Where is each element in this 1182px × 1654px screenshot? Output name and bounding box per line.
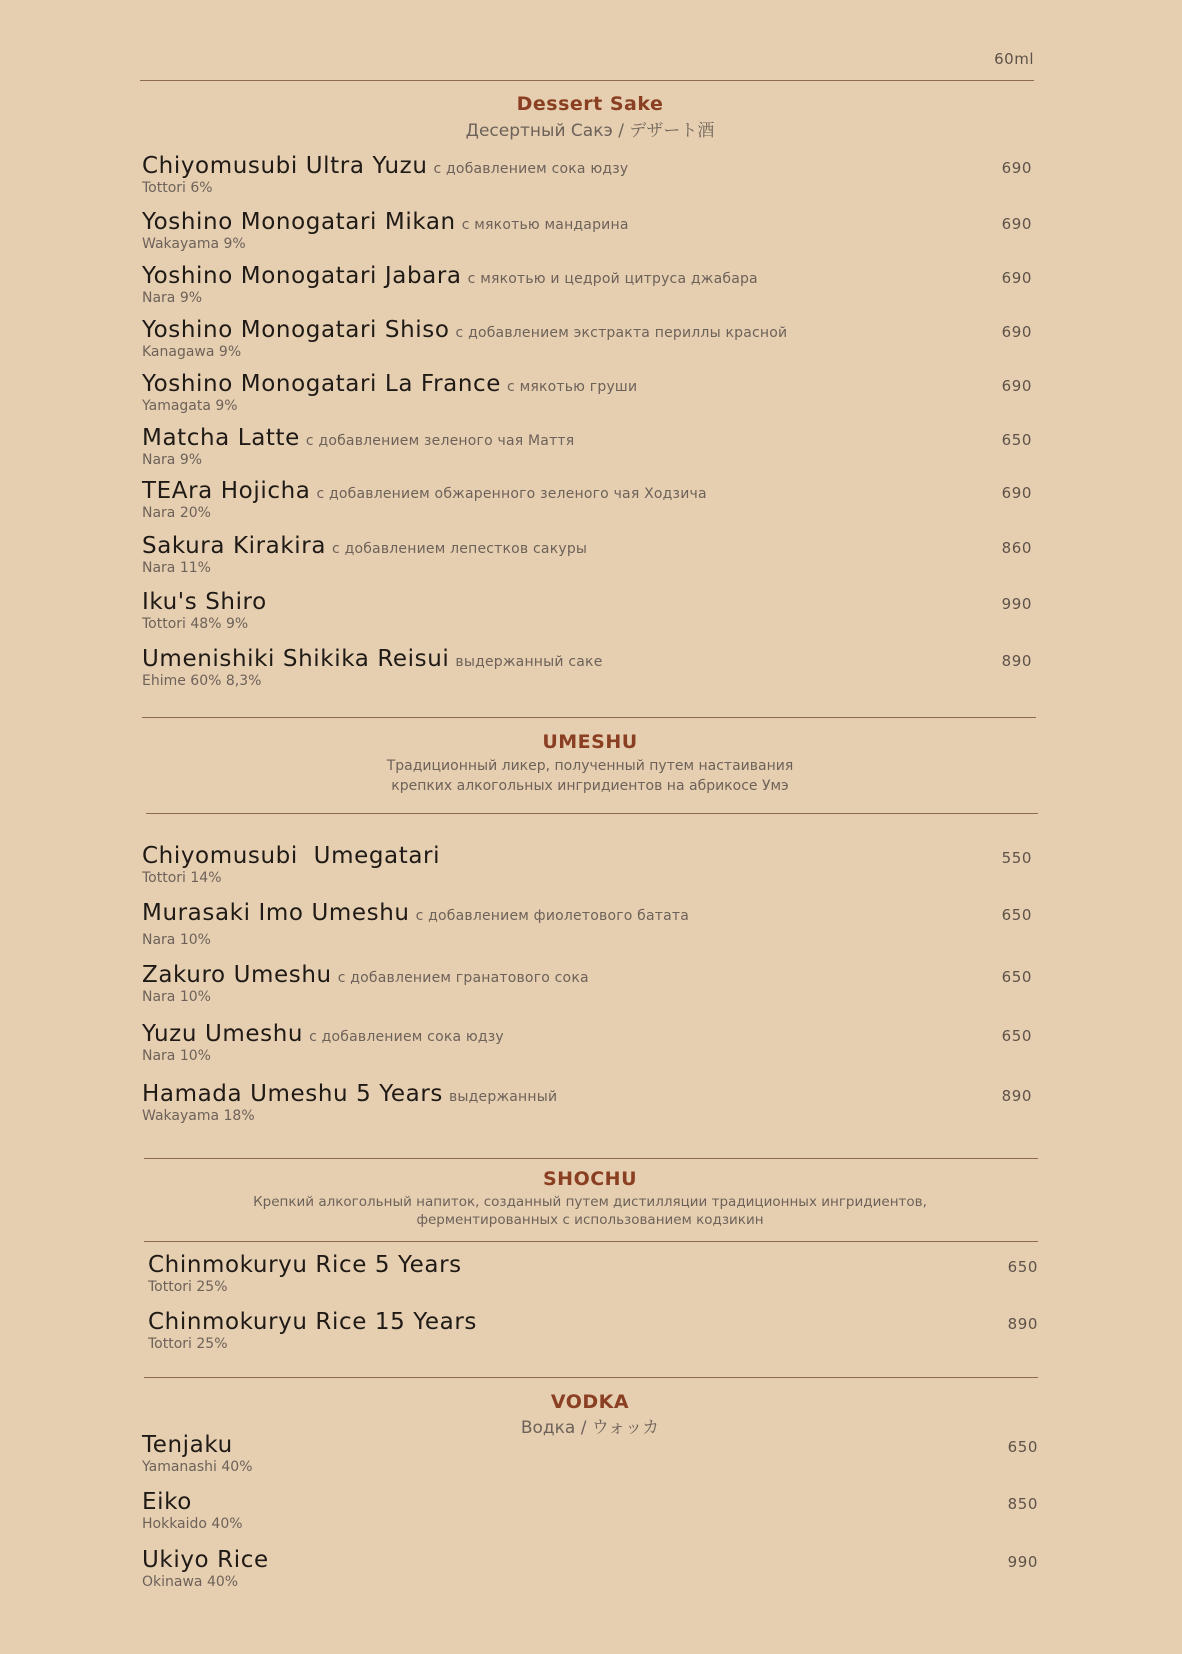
item-price: 990 <box>1007 1553 1038 1571</box>
menu-item <box>142 263 1032 313</box>
item-name: Chinmokuryu Rice 15 Years <box>148 1309 477 1335</box>
item-price: 690 <box>1001 269 1032 287</box>
item-note: выдержанный саке <box>455 654 603 670</box>
menu-item <box>142 646 1032 696</box>
item-name: Chinmokuryu Rice 5 Years <box>148 1252 462 1278</box>
item-price: 650 <box>1001 431 1032 449</box>
item-note: с добавлением обжаренного зеленого чая Ходзича <box>316 486 707 502</box>
item-name: Yoshino Monogatari Jabara с мякотью и цедрой цитруса джабара <box>142 263 758 289</box>
item-origin: Tottori 25% <box>148 1336 228 1352</box>
menu-item <box>148 1252 1038 1302</box>
umeshu-description: Традиционный ликер, полученный путем настаивания крепких алкогольных ингридиентов на абрикосе Умэ <box>386 758 794 794</box>
item-origin: Hokkaido 40% <box>142 1516 243 1532</box>
item-origin: Nara 9% <box>142 452 203 468</box>
item-price: 860 <box>1001 539 1032 557</box>
item-price: 690 <box>1001 215 1032 233</box>
item-origin: Nara 10% <box>142 1048 211 1064</box>
dessert-sake-title: Dessert Sake <box>516 93 664 115</box>
menu-item <box>142 1547 1038 1597</box>
menu-item <box>142 962 1032 1012</box>
item-origin: Tottori 6% <box>142 180 213 196</box>
menu-item <box>142 1432 1038 1482</box>
item-origin: Nara 11% <box>142 560 211 576</box>
item-note: с мякотью мандарина <box>461 217 629 233</box>
item-origin: Yamagata 9% <box>142 398 238 414</box>
item-name: Zakuro Umeshu с добавлением гранатового сока <box>142 962 589 988</box>
divider <box>144 1241 1038 1242</box>
item-name: Eiko <box>142 1489 192 1515</box>
item-name: Sakura Kirakira с добавлением лепестков сакуры <box>142 533 588 559</box>
item-price: 690 <box>1001 323 1032 341</box>
item-note: с добавлением фиолетового батата <box>415 908 690 924</box>
item-name: Chiyomusubi Umegatari <box>142 843 441 869</box>
item-price: 650 <box>1001 968 1032 986</box>
item-price: 690 <box>1001 159 1032 177</box>
menu-item <box>142 317 1032 367</box>
dessert-sake-subtitle: Десертный Сакэ / デザート酒 <box>465 121 715 141</box>
item-price: 550 <box>1001 849 1032 867</box>
item-note: с добавлением зеленого чая Маття <box>305 433 575 449</box>
item-price: 690 <box>1001 377 1032 395</box>
menu-item <box>142 1081 1032 1131</box>
menu-item <box>142 1021 1032 1071</box>
item-note: с добавлением сока юдзу <box>309 1029 504 1045</box>
item-name: Chiyomusubi Ultra Yuzu с добавлением сока юдзу <box>142 153 629 179</box>
item-name: Hamada Umeshu 5 Years выдержанный <box>142 1081 558 1107</box>
menu-item <box>142 478 1032 528</box>
item-price: 890 <box>1001 652 1032 670</box>
item-name: Murasaki Imo Umeshu с добавлением фиолетового батата <box>142 900 690 926</box>
item-name: Yuzu Umeshu с добавлением сока юдзу <box>142 1021 504 1047</box>
item-price: 850 <box>1007 1495 1038 1513</box>
menu-item <box>142 371 1032 421</box>
item-price: 890 <box>1007 1315 1038 1333</box>
volume-label: 60ml <box>994 50 1034 68</box>
item-note: выдержанный <box>448 1089 558 1105</box>
item-price: 650 <box>1007 1258 1038 1276</box>
vodka-subtitle: Водка / ウォッカ <box>520 1418 660 1438</box>
item-price: 650 <box>1001 906 1032 924</box>
shochu-description: Крепкий алкогольный напиток, созданный путем дистилляции традиционных ингридиентов, ферментированных с использованием кодзикин <box>253 1194 927 1228</box>
item-origin: Wakayama 9% <box>142 236 246 252</box>
item-note: с добавлением лепестков сакуры <box>332 541 588 557</box>
item-origin: Nara 9% <box>142 290 203 306</box>
item-origin: Tottori 48% 9% <box>142 616 249 632</box>
item-origin: Nara 20% <box>142 505 211 521</box>
item-price: 690 <box>1001 484 1032 502</box>
item-note: с добавлением гранатового сока <box>337 970 589 986</box>
item-name: Umenishiki Shikika Reisui выдержанный саке <box>142 646 603 672</box>
item-price: 650 <box>1001 1027 1032 1045</box>
divider <box>144 1377 1038 1378</box>
menu-item <box>142 1489 1038 1539</box>
menu-item <box>148 1309 1038 1359</box>
item-name: TEAra Hojicha с добавлением обжаренного зеленого чая Ходзича <box>142 478 707 504</box>
item-note: с мякотью груши <box>507 379 638 395</box>
shochu-title: SHOCHU <box>542 1168 637 1190</box>
item-name: Tenjaku <box>142 1432 233 1458</box>
item-note: с мякотью и цедрой цитруса джабара <box>467 271 758 287</box>
item-origin: Tottori 14% <box>142 870 222 886</box>
umeshu-title: UMESHU <box>542 731 638 753</box>
menu-item <box>142 153 1032 203</box>
item-name: Yoshino Monogatari La France с мякотью груши <box>142 371 638 397</box>
item-name: Yoshino Monogatari Shiso с добавлением экстракта периллы красной <box>142 317 788 343</box>
item-price: 990 <box>1001 595 1032 613</box>
item-origin: Wakayama 18% <box>142 1108 255 1124</box>
item-origin: Ehime 60% 8,3% <box>142 673 262 689</box>
item-price: 650 <box>1007 1438 1038 1456</box>
divider <box>142 717 1036 718</box>
item-name: Yoshino Monogatari Mikan с мякотью мандарина <box>142 209 629 235</box>
menu-item <box>142 900 1032 950</box>
item-price: 890 <box>1001 1087 1032 1105</box>
item-origin: Nara 10% <box>142 932 211 948</box>
item-origin: Tottori 25% <box>148 1279 228 1295</box>
menu-item <box>142 425 1032 475</box>
divider <box>140 80 1034 81</box>
item-origin: Kanagawa 9% <box>142 344 242 360</box>
menu-item <box>142 843 1032 893</box>
item-name: Matcha Latte с добавлением зеленого чая Маття <box>142 425 575 451</box>
item-name: Ukiyo Rice <box>142 1547 269 1573</box>
vodka-title: VODKA <box>550 1391 630 1413</box>
item-note: с добавлением сока юдзу <box>433 161 629 177</box>
item-origin: Yamanashi 40% <box>142 1459 253 1475</box>
menu-item <box>142 533 1032 583</box>
divider <box>146 813 1038 814</box>
item-name: Iku's Shiro <box>142 589 267 615</box>
item-origin: Okinawa 40% <box>142 1574 239 1590</box>
menu-item <box>142 589 1032 639</box>
menu-item <box>142 209 1032 259</box>
item-note: с добавлением экстракта периллы красной <box>455 325 788 341</box>
divider <box>144 1158 1038 1159</box>
item-origin: Nara 10% <box>142 989 211 1005</box>
